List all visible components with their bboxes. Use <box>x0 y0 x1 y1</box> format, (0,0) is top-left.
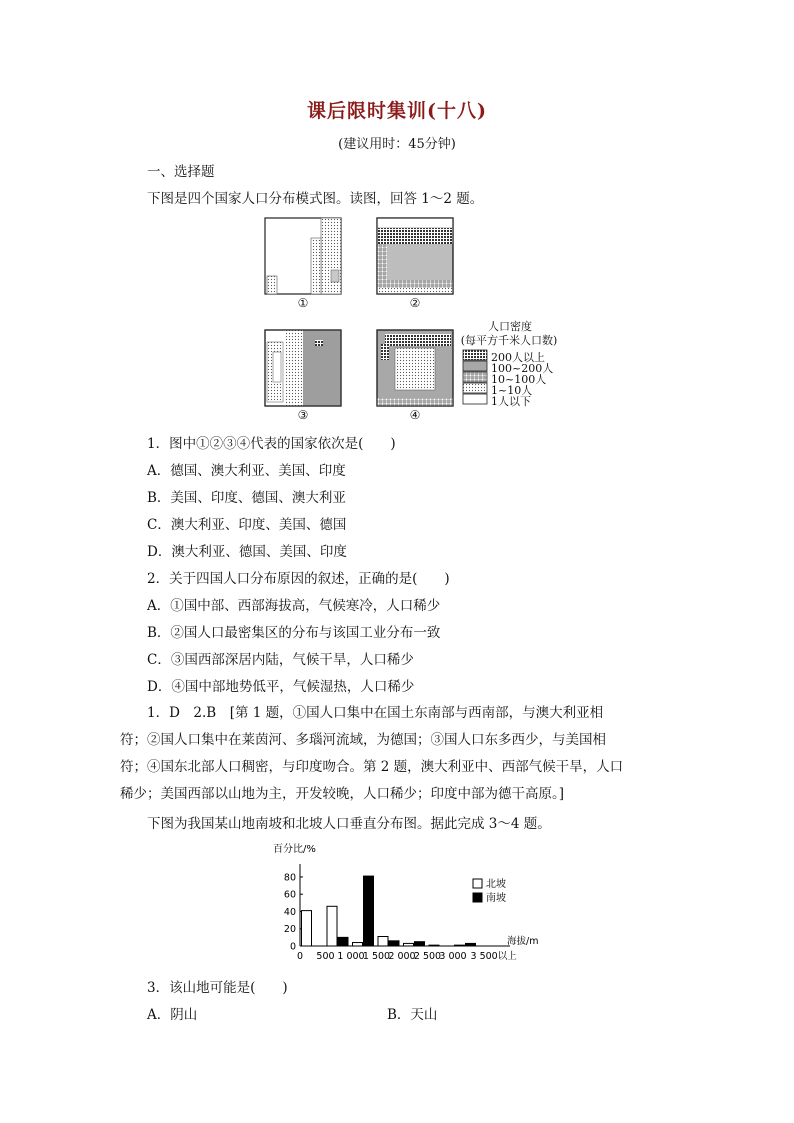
bar-south-slope <box>415 942 425 946</box>
y-tick-label: 0 <box>289 941 296 953</box>
question-2-option-c: C．③国西部深居内陆，气候干旱，人口稀少 <box>147 652 414 668</box>
question-3-option-a: A．阴山 <box>147 1007 198 1023</box>
bar-north-slope <box>327 906 337 946</box>
section-heading: 一、选择题 <box>147 164 215 180</box>
bar-north-slope <box>455 945 465 946</box>
map-label-2: ② <box>409 296 421 310</box>
question-2-option-d: D．④国中部地势低平，气候湿热，人口稀少 <box>147 679 415 695</box>
density-legend-swatches <box>463 350 487 404</box>
legend-swatch-north <box>473 879 482 888</box>
map-2 <box>377 218 453 294</box>
map-label-1: ① <box>297 296 309 310</box>
x-tick-label: 2 500 <box>413 951 442 962</box>
map-label-4: ④ <box>409 408 421 422</box>
legend-subtitle: (每平方千米人口数) <box>460 334 558 347</box>
legend-item: 100~200人 <box>491 362 554 375</box>
bar-north-slope <box>378 937 388 946</box>
legend-item: 200人以上 <box>491 351 545 364</box>
x-tick-label: 3 500以上 <box>470 951 517 962</box>
y-tick-label: 40 <box>283 906 296 918</box>
elevation-population-chart <box>265 838 555 968</box>
question-1-stem: 1．图中①②③④代表的国家依次是( ) <box>147 436 396 452</box>
question-2-option-b: B．②国人口最密集区的分布与该国工业分布一致 <box>147 625 441 641</box>
bar-south-slope <box>338 937 348 946</box>
bar-south-slope <box>466 943 476 946</box>
legend-label-north: 北坡 <box>486 879 506 890</box>
map-label-3: ③ <box>297 408 309 422</box>
x-tick-label: 2 000 <box>388 951 416 962</box>
map-3 <box>265 330 341 406</box>
chart-xlabel: 海拔/m <box>507 936 539 947</box>
question-1-option-b: B．美国、印度、德国、澳大利亚 <box>147 490 346 506</box>
x-tick-label: 500 <box>316 951 335 962</box>
legend-item: 1人以下 <box>491 395 531 408</box>
legend-label-south: 南坡 <box>486 893 506 904</box>
question-2-option-a: A．①国中部、西部海拔高，气候寒冷，人口稀少 <box>147 598 441 614</box>
population-maps-figure <box>255 212 565 422</box>
intro-text-2: 下图为我国某山地南坡和北坡人口垂直分布图。据此完成 3～4 题。 <box>147 816 551 832</box>
question-1-option-c: C．澳大利亚、印度、美国、德国 <box>147 517 347 533</box>
x-tick-label: 0 <box>296 951 304 962</box>
legend-item: 10~100人 <box>491 373 547 386</box>
bar-north-slope <box>353 943 363 946</box>
answer-explanation-1-2: 1．D 2.B [第 1 题，①国人口集中在国土东南部与西南部，与澳大利亚相符；②国人口集中在莱茵河、多瑙河流域，为德国；③国人口东多西少，与美国相符；④国东北部人口稠密，与印度吻合。第 2 题，澳大利亚中、西部气候干旱，人口稀少；美国西部以山地为主，开发较晚，人口稀少；印度中部为德干高原。] <box>120 705 624 802</box>
chart-ylabel: 百分比/% <box>273 844 316 855</box>
map-1 <box>265 218 341 294</box>
bar-south-slope <box>389 941 399 946</box>
bar-north-slope <box>404 943 414 946</box>
bar-north-slope <box>302 911 312 946</box>
question-3-stem: 3．该山地可能是( ) <box>147 980 288 996</box>
legend-title: 人口密度 <box>488 320 532 333</box>
y-tick-label: 60 <box>283 889 296 901</box>
x-tick-label: 1 000 <box>337 951 365 962</box>
time-hint: (建议用时：45分钟) <box>338 137 456 152</box>
legend-item: 1~10人 <box>491 384 533 397</box>
page-title: 课后限时集训(十八) <box>307 100 487 122</box>
legend-swatch-south <box>473 893 482 902</box>
bar-north-slope <box>429 945 439 946</box>
x-tick-label: 1 500 <box>362 951 391 962</box>
question-2-stem: 2．关于四国人口分布原因的叙述，正确的是( ) <box>147 571 450 587</box>
question-1-option-a: A．德国、澳大利亚、美国、印度 <box>147 463 346 479</box>
y-tick-label: 80 <box>283 872 296 884</box>
y-tick-label: 20 <box>283 924 296 936</box>
x-tick-label: 3 000 <box>439 951 467 962</box>
intro-text-1: 下图是四个国家人口分布模式图。读图，回答 1～2 题。 <box>147 191 484 207</box>
question-3-option-b: B．天山 <box>387 1007 438 1023</box>
question-1-option-d: D．澳大利亚、德国、美国、印度 <box>147 544 347 560</box>
map-4 <box>377 330 453 406</box>
bar-south-slope <box>364 876 374 946</box>
chart-svg <box>265 838 555 968</box>
